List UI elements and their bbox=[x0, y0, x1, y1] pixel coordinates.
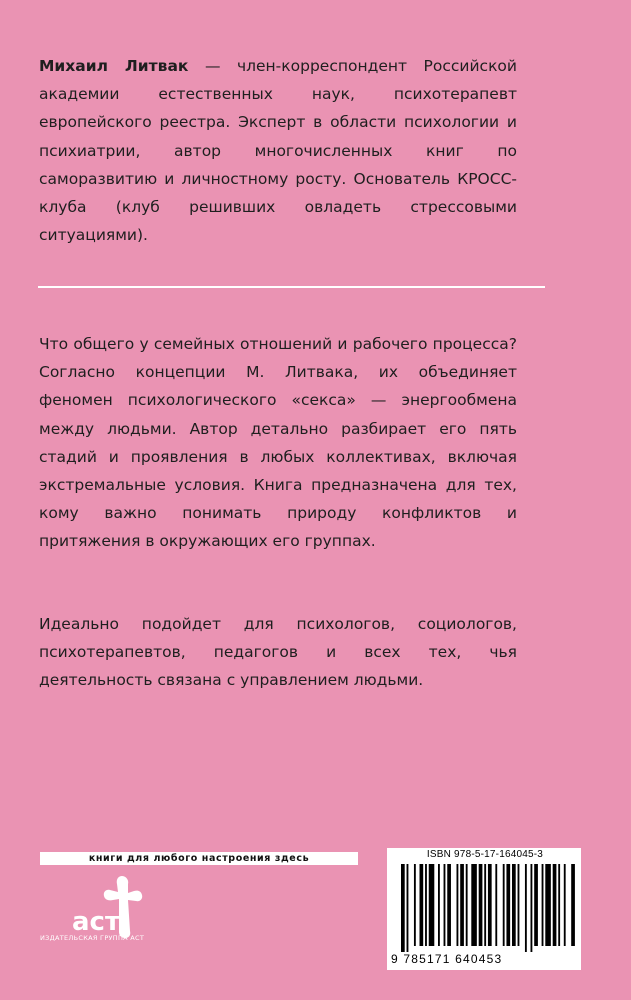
barcode-bar bbox=[407, 864, 409, 952]
barcode-bar bbox=[512, 864, 516, 946]
barcode-bar bbox=[420, 864, 424, 946]
author-bio bbox=[39, 52, 517, 249]
isbn-number: ISBN 978-5-17-164045-3 bbox=[426, 849, 544, 860]
barcode-bar bbox=[429, 864, 435, 946]
section-divider bbox=[38, 286, 545, 288]
barcode-bar bbox=[438, 864, 440, 946]
ean-digits: 9 785171 640453 bbox=[391, 952, 503, 966]
barcode-bar bbox=[525, 864, 527, 952]
barcode-bar bbox=[571, 864, 575, 946]
publisher-caption: ИЗДАТЕЛЬСКАЯ ГРУППА АСТ bbox=[40, 934, 145, 942]
barcode-bar bbox=[425, 864, 427, 946]
barcode-bar bbox=[534, 864, 538, 946]
barcode-bar bbox=[558, 864, 560, 946]
barcode-bar bbox=[460, 864, 464, 946]
barcode-bar bbox=[564, 864, 566, 946]
barcode-bar bbox=[444, 864, 446, 946]
barcode-bar bbox=[414, 864, 416, 946]
book-description: Что общего у семейных отношений и рабочего процесса? Согласно концепции М. Литвака, их объединяет феномен психологического «секса» — энергообмена между людьми. Автор детально разбирает его пять стадий и проявления в любых коллективах, включая экстремальные условия. Книга предназначена для тех, кому важно понимать природу конфликтов и притяжения в окружающих его группах. bbox=[39, 335, 517, 551]
author-name: Михаил Литвак bbox=[39, 57, 189, 75]
author-bio-text: — член-корреспондент Российской академии естественных наук, психотерапевт европейского реестра. Эксперт в области психологии и психиатрии, автор многочисленных книг по саморазвитию и личностному росту. Основатель КРОСС-клуба (клуб решивших овладеть стрессовыми ситуациями). bbox=[39, 57, 517, 245]
barcode-bar bbox=[401, 864, 405, 952]
barcode-bar bbox=[506, 864, 510, 946]
barcode-bar bbox=[447, 864, 451, 946]
barcode-bar bbox=[545, 864, 551, 946]
barcode-bar bbox=[471, 864, 477, 946]
barcode-bar bbox=[531, 864, 533, 952]
barcode-bar bbox=[542, 864, 544, 946]
barcode-bar bbox=[488, 864, 492, 946]
barcode-bar bbox=[484, 864, 486, 946]
publisher-tagline: книги для любого настроения здесь bbox=[40, 852, 358, 865]
barcode-bar bbox=[495, 864, 497, 946]
barcode-bar bbox=[479, 864, 483, 946]
barcode-bar bbox=[466, 864, 468, 946]
barcode-box bbox=[387, 848, 581, 970]
barcode bbox=[391, 864, 577, 954]
barcode-bar bbox=[518, 864, 520, 946]
target-audience: Идеально подойдет для психологов, социологов, психотерапевтов, педагогов и всех тех, чья деятельность связана с управлением людьми. bbox=[39, 615, 517, 690]
barcode-bar bbox=[457, 864, 459, 946]
barcode-bar bbox=[503, 864, 505, 946]
ast-logo-text: аст bbox=[72, 907, 121, 937]
barcode-bar bbox=[553, 864, 557, 946]
